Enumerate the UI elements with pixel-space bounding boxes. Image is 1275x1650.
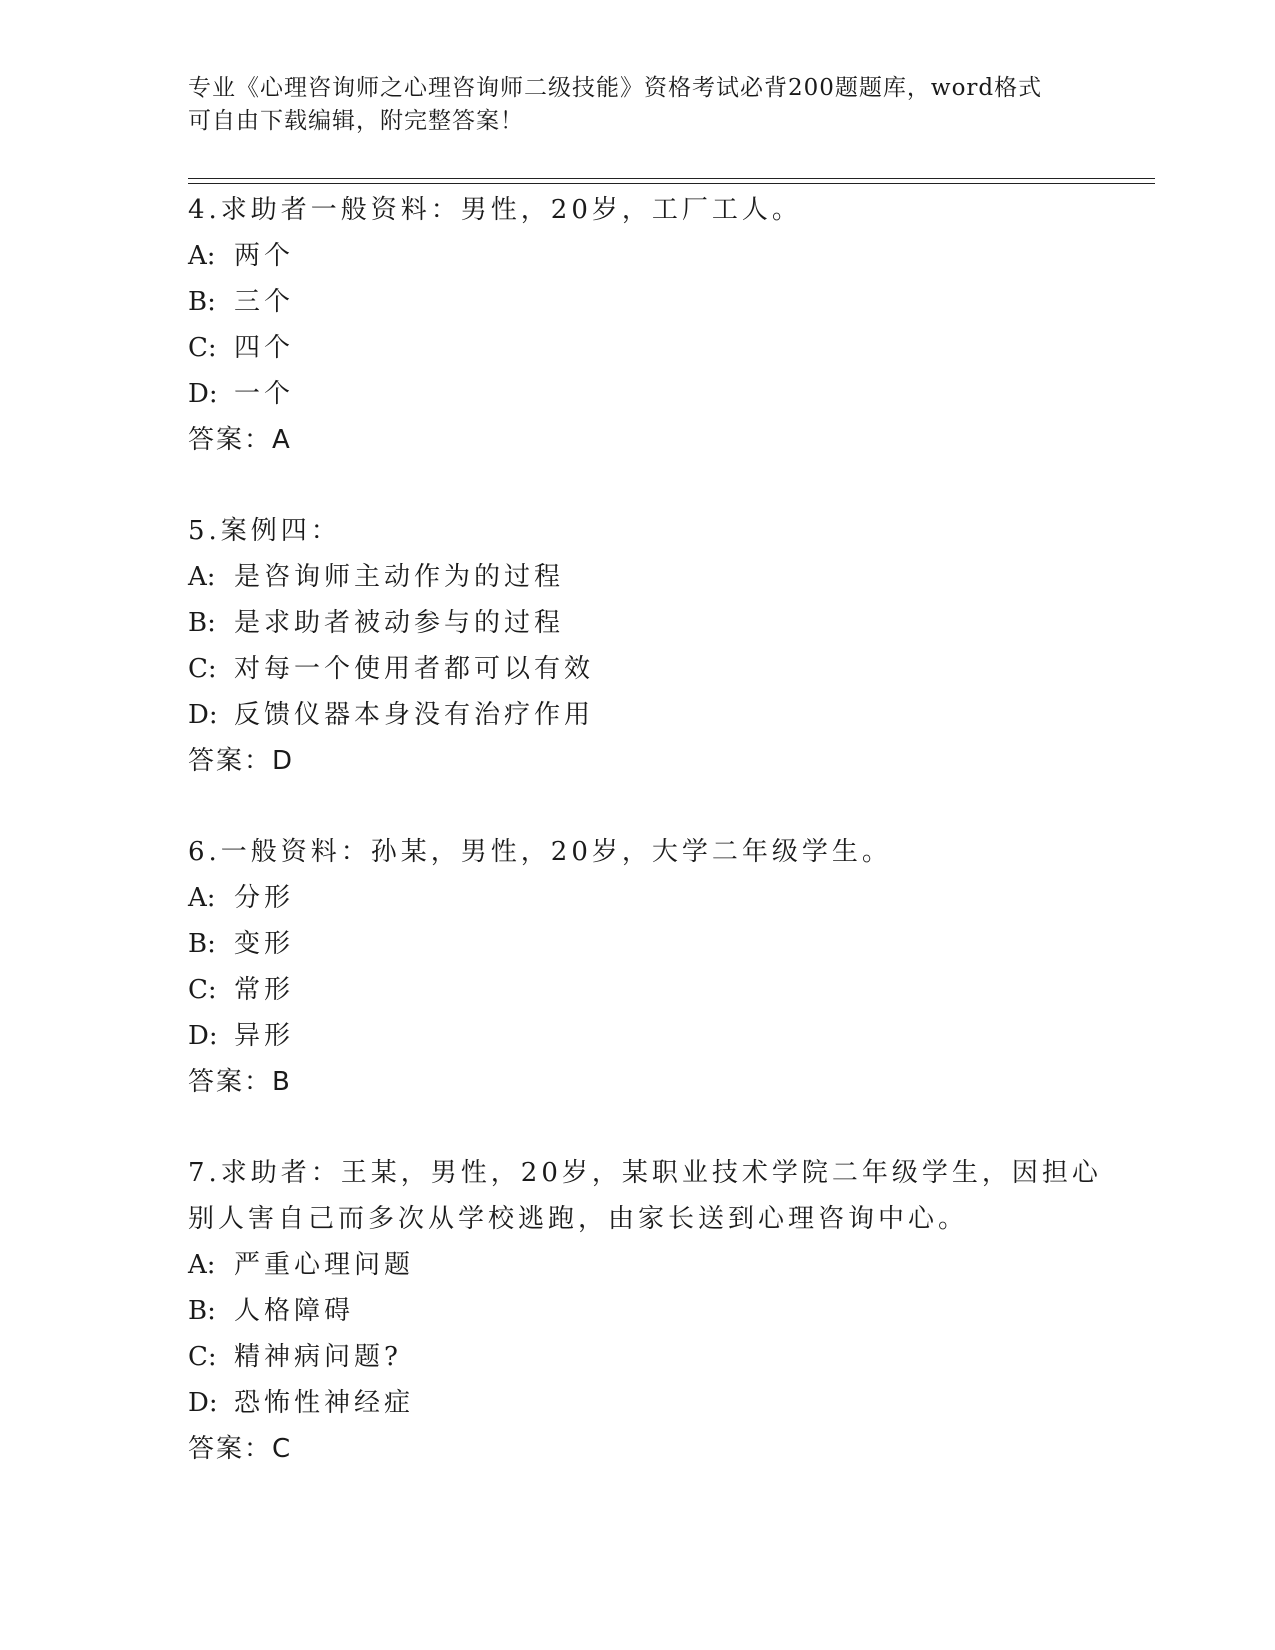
document-header [188, 72, 1068, 138]
option-letter: A: [188, 562, 216, 592]
option-text: 一个 [234, 379, 295, 409]
question-stem: 4.求助者一般资料：男性，20岁，工厂工人。 [188, 195, 802, 225]
option-row [188, 692, 1088, 738]
option-text: 对每一个使用者都可以有效 [234, 654, 595, 684]
option-text: 是咨询师主动作为的过程 [234, 562, 565, 592]
option-letter: D: [188, 1388, 218, 1418]
option-row [188, 554, 1088, 600]
answer-line: 答案：A [188, 425, 292, 455]
header-rule-top [188, 178, 1155, 179]
header-line-1: 专业《心理咨询师之心理咨询师二级技能》资格考试必背200题题库，word格式 [188, 75, 1043, 101]
option-letter: C: [188, 975, 217, 1005]
question-list [188, 187, 1102, 1517]
option-letter: D: [188, 1021, 218, 1051]
question-block [188, 508, 1088, 784]
answer-line: 答案：D [188, 746, 295, 776]
option-letter: B: [188, 929, 216, 959]
option-letter: B: [188, 1296, 216, 1326]
option-row [188, 1242, 1088, 1288]
question-block [188, 1150, 1102, 1472]
option-row [188, 1334, 1088, 1380]
option-letter: A: [188, 883, 216, 913]
option-letter: B: [188, 287, 216, 317]
option-row [188, 967, 1088, 1013]
option-text: 精神病问题? [234, 1342, 402, 1372]
option-text: 异形 [234, 1021, 295, 1051]
option-letter: A: [188, 241, 216, 271]
option-row [188, 371, 1088, 417]
option-row [188, 1288, 1088, 1334]
option-row [188, 921, 1088, 967]
option-letter: A: [188, 1250, 216, 1280]
option-text: 四个 [234, 333, 295, 363]
option-row [188, 325, 1088, 371]
option-text: 是求助者被动参与的过程 [234, 608, 565, 638]
option-row [188, 600, 1088, 646]
header-line-2: 可自由下载编辑，附完整答案！ [188, 108, 524, 134]
answer-line: 答案：C [188, 1434, 293, 1464]
question-stem: 5.案例四： [188, 516, 341, 546]
question-stem: 7.求助者：王某，男性，20岁，某职业技术学院二年级学生，因担心 [188, 1158, 1102, 1188]
answer-line: 答案：B [188, 1067, 292, 1097]
option-text: 严重心理问题 [234, 1250, 415, 1280]
option-letter: C: [188, 654, 217, 684]
option-letter: C: [188, 333, 217, 363]
option-text: 变形 [234, 929, 295, 959]
header-rule-bottom [188, 183, 1155, 184]
question-block [188, 829, 1088, 1105]
option-letter: D: [188, 700, 218, 730]
option-row [188, 875, 1088, 921]
question-stem: 6.一般资料：孙某，男性，20岁，大学二年级学生。 [188, 837, 892, 867]
option-text: 人格障碍 [234, 1296, 355, 1326]
option-text: 恐怖性神经症 [234, 1388, 415, 1418]
option-row [188, 279, 1088, 325]
question-block [188, 187, 1088, 463]
option-text: 分形 [234, 883, 295, 913]
option-text: 两个 [234, 241, 295, 271]
option-row [188, 233, 1088, 279]
option-text: 反馈仪器本身没有治疗作用 [234, 700, 595, 730]
question-stem: 别人害自己而多次从学校逃跑，由家长送到心理咨询中心。 [188, 1204, 969, 1234]
option-letter: B: [188, 608, 216, 638]
option-text: 常形 [234, 975, 295, 1005]
option-row [188, 646, 1088, 692]
option-letter: C: [188, 1342, 217, 1372]
option-text: 三个 [234, 287, 295, 317]
option-row [188, 1380, 1088, 1426]
option-letter: D: [188, 379, 218, 409]
option-row [188, 1013, 1088, 1059]
